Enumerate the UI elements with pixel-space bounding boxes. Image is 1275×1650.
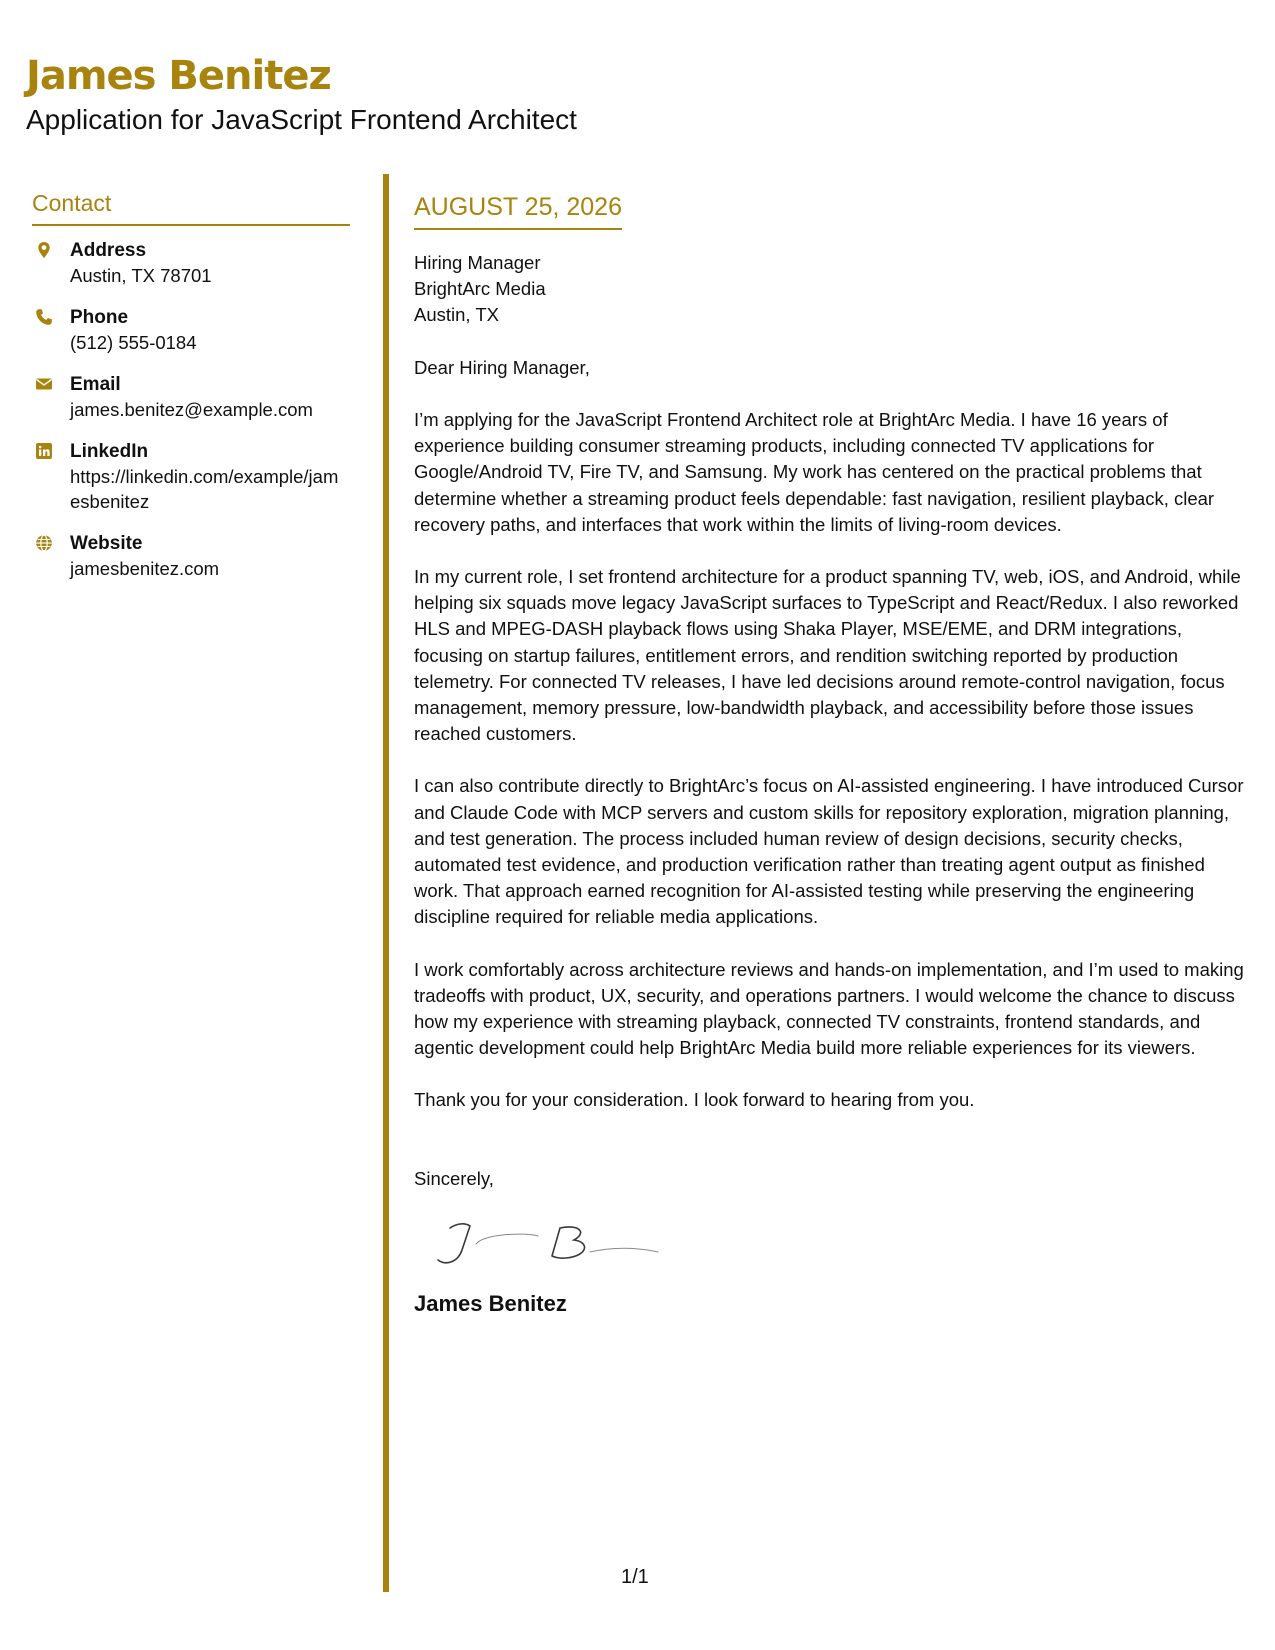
page-number: 1/1	[621, 1566, 649, 1588]
location-pin-icon	[35, 241, 53, 259]
recipient-line: BrightArc Media	[414, 278, 546, 299]
contact-item-linkedin	[32, 439, 350, 514]
contact-label: Address	[70, 240, 147, 261]
application-subtitle: Application for JavaScript Frontend Architect	[26, 104, 577, 135]
body-paragraph: Thank you for your consideration. I look forward to hearing from you.	[414, 1089, 975, 1111]
body-paragraph: I can also contribute directly to BrightArc’s focus on AI-assisted engineering. I have introduced Cursor and Claude Code with MCP servers and custom skills for repository exploration, migration planning, and test generation. The process included human review of design decisions, security checks, automated test evidence, and production verification rather than treating agent output as finished work. That approach earned recognition for AI-assisted testing while preserving the engineering discipline required for reliable media applications.	[414, 775, 1244, 928]
contact-heading: Contact	[32, 190, 112, 216]
contact-item-email	[32, 372, 350, 422]
contact-item-address	[32, 238, 350, 288]
letter-date: AUGUST 25, 2026	[414, 193, 622, 221]
contact-label: Website	[70, 533, 143, 554]
letter-body	[414, 190, 1254, 1318]
contact-label: Phone	[70, 307, 129, 328]
phone-icon	[35, 308, 53, 326]
body-paragraph: In my current role, I set frontend architecture for a product spanning TV, web, iOS, and Android, while helping six squads move legacy JavaScript surfaces to TypeScript and React/Redux. I also reworked HLS and MPEG-DASH playback flows using Shaka Player, MSE/EME, and DRM integrations, focusing on startup failures, entitlement errors, and rendition switching reported by production telemetry. For connected TV releases, I have led decisions around remote-control navigation, focus management, memory pressure, low-bandwidth playback, and accessibility before those issues reached customers.	[414, 566, 1241, 745]
body-paragraph: I work comfortably across architecture reviews and hands-on implementation, and I’m used to making tradeoffs with product, UX, security, and operations partners. I would welcome the chance to discuss how my experience with streaming playback, connected TV constraints, frontend standards, and agentic development could help BrightArc Media build more reliable experiences for its viewers.	[414, 958, 1244, 1059]
body-paragraph: I’m applying for the JavaScript Frontend Architect role at BrightArc Media. I have 16 years of experience building consumer streaming products, including connected TV applications for Google/Android TV, Fire TV, and Samsung. My work has centered on the practical problems that determine whether a streaming product feels dependable: fast navigation, resilient playback, clear recovery paths, and interfaces that work within the limits of living-room devices.	[414, 409, 1215, 535]
phone-value[interactable]: (512) 555-0184	[70, 332, 197, 353]
contact-item-phone	[32, 305, 350, 355]
website-link[interactable]: jamesbenitez.com	[70, 558, 220, 579]
email-link[interactable]: james.benitez@example.com	[70, 399, 313, 420]
signer-name: James Benitez	[414, 1290, 567, 1316]
letter-header	[26, 50, 577, 138]
applicant-name: James Benitez	[26, 53, 331, 99]
recipient-line: Hiring Manager	[414, 252, 541, 273]
recipient-line: Austin, TX	[414, 304, 500, 325]
closing: Sincerely,	[414, 1167, 494, 1189]
contact-label: LinkedIn	[70, 441, 149, 462]
contact-heading-rule	[32, 224, 350, 226]
recipient-block	[414, 250, 1254, 328]
linkedin-icon	[35, 442, 53, 460]
contact-list	[32, 238, 350, 581]
linkedin-link[interactable]: https://linkedin.com/example/jamesbenitez	[70, 466, 339, 512]
envelope-icon	[35, 375, 53, 393]
contact-item-website	[32, 531, 350, 581]
contact-sidebar	[32, 188, 350, 598]
globe-icon	[35, 534, 53, 552]
salutation: Dear Hiring Manager,	[414, 357, 590, 378]
vertical-divider	[383, 174, 389, 1592]
handwritten-signature	[428, 1212, 1254, 1272]
contact-label: Email	[70, 374, 121, 395]
address-value: Austin, TX 78701	[70, 265, 212, 286]
date-block	[414, 190, 622, 230]
